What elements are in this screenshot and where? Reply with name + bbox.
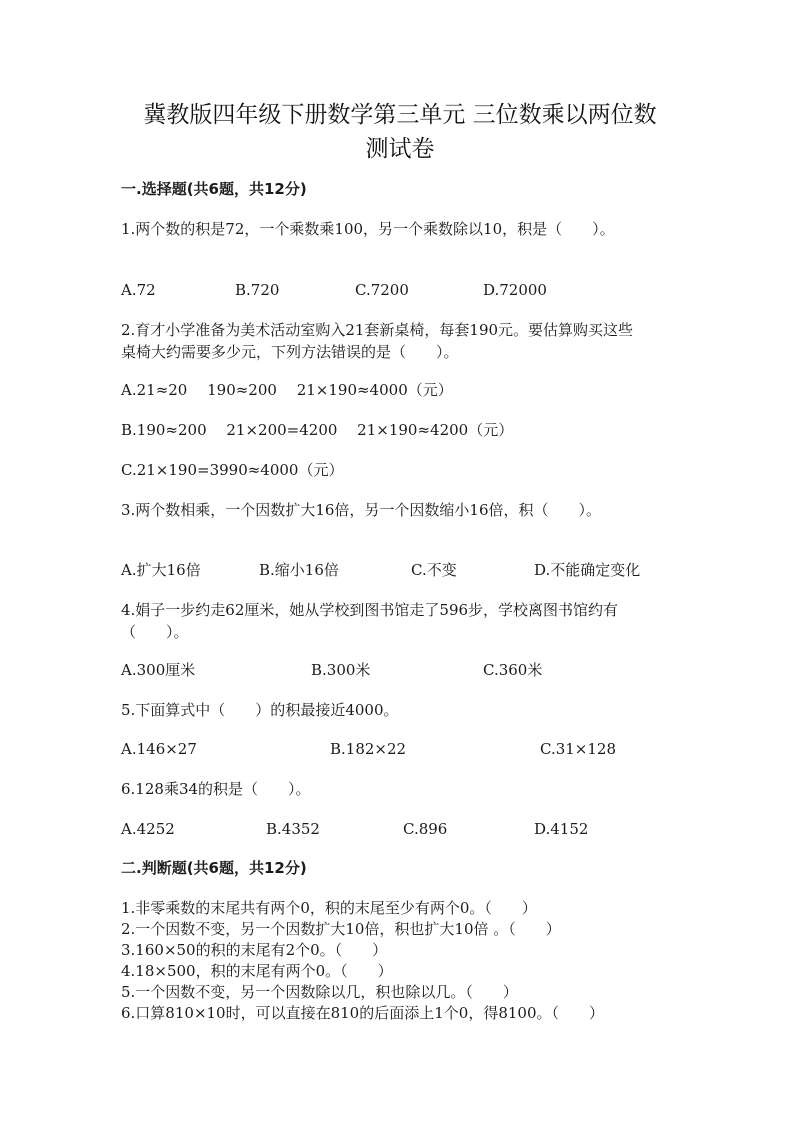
question-3-option-c: C.不变 [411, 561, 457, 579]
judgment-item-5: 5.一个因数不变，另一个因数除以几，积也除以几。（ ） [121, 983, 518, 1001]
title-line-1: 冀教版四年级下册数学第三单元 三位数乘以两位数 [143, 102, 657, 128]
question-4-text-line-2: （ ）。 [121, 623, 189, 641]
page-title [100, 98, 700, 166]
question-4-text-line-1: 4.娟子一步约走62厘米，她从学校到图书馆走了596步，学校离图书馆约有 [121, 601, 619, 619]
question-6-option-b: B.4352 [266, 820, 320, 838]
judgment-item-6: 6.口算810×10时，可以直接在810的后面添上1个0，得8100。（ ） [121, 1004, 604, 1022]
question-1-option-b: B.720 [235, 281, 280, 299]
question-6-option-d: D.4152 [534, 820, 589, 838]
question-2-option-c: C.21×190=3990≈4000（元） [121, 461, 344, 479]
question-2-option-b: B.190≈200 21×200=4200 21×190≈4200（元） [121, 421, 514, 439]
question-5-option-b: B.182×22 [330, 740, 407, 758]
question-5-option-c: C.31×128 [540, 740, 616, 758]
question-5-text: 5.下面算式中（ ）的积最接近4000。 [121, 701, 399, 719]
question-3-option-d: D.不能确定变化 [534, 561, 641, 579]
question-1-option-c: C.7200 [355, 281, 409, 299]
section-heading-judgment: 二.判断题(共6题，共12分) [121, 859, 307, 877]
question-6-option-a: A.4252 [121, 820, 175, 838]
question-1-option-a: A.72 [121, 281, 156, 299]
question-5-option-a: A.146×27 [121, 740, 197, 758]
judgment-item-3: 3.160×50的积的末尾有2个0。（ ） [121, 941, 388, 959]
title-line-2: 测试卷 [365, 136, 435, 162]
question-1-option-d: D.72000 [483, 281, 547, 299]
question-2-text-line-1: 2.育才小学准备为美术活动室购入21套新桌椅，每套190元。要估算购买这些 [121, 321, 634, 339]
question-3-option-b: B.缩小16倍 [259, 561, 339, 579]
judgment-item-4: 4.18×500，积的末尾有两个0。（ ） [121, 962, 393, 980]
question-4-option-b: B.300米 [311, 661, 371, 679]
section-heading-choice: 一.选择题(共6题，共12分) [121, 180, 307, 198]
judgment-item-2: 2.一个因数不变，另一个因数扩大10倍，积也扩大10倍 。（ ） [121, 920, 561, 938]
question-4-option-a: A.300厘米 [121, 661, 196, 679]
question-6-text: 6.128乘34的积是（ ）。 [121, 780, 311, 798]
question-3-text: 3.两个数相乘，一个因数扩大16倍，另一个因数缩小16倍，积（ ）。 [121, 501, 601, 519]
question-1-text: 1.两个数的积是72，一个乘数乘100，另一个乘数除以10，积是（ ）。 [121, 220, 615, 238]
question-2-text-line-2: 桌椅大约需要多少元，下列方法错误的是（ ）。 [121, 343, 459, 361]
question-3-option-a: A.扩大16倍 [121, 561, 201, 579]
question-4-option-c: C.360米 [483, 661, 543, 679]
question-2-option-a: A.21≈20 190≈200 21×190≈4000（元） [121, 381, 453, 399]
judgment-item-1: 1.非零乘数的末尾共有两个0，积的末尾至少有两个0。（ ） [121, 899, 537, 917]
question-6-option-c: C.896 [403, 820, 448, 838]
